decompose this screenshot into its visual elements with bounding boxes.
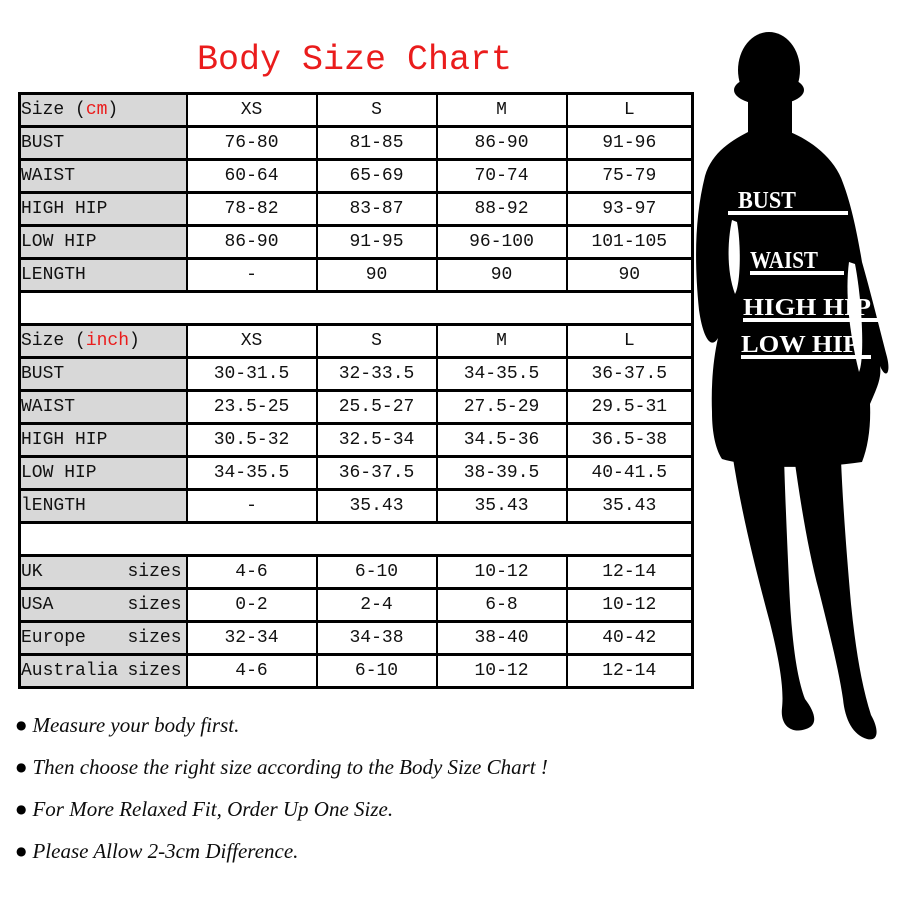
table-cell: 83-87 bbox=[317, 193, 437, 226]
size-chart-table bbox=[18, 92, 694, 689]
region-suffix: sizes bbox=[127, 595, 182, 615]
table-cell: 6-8 bbox=[437, 589, 567, 622]
table-row bbox=[20, 490, 693, 523]
table-cell: 34-35.5 bbox=[187, 457, 317, 490]
table-cell: 78-82 bbox=[187, 193, 317, 226]
table-cell: 12-14 bbox=[567, 556, 693, 589]
column-header-xs: XS bbox=[187, 325, 317, 358]
table-cell: 4-6 bbox=[187, 655, 317, 688]
note-item bbox=[16, 754, 676, 780]
note-text: Measure your body first. bbox=[32, 713, 240, 737]
table-cell: 0-2 bbox=[187, 589, 317, 622]
table-cell: 65-69 bbox=[317, 160, 437, 193]
inch-size-header-cell bbox=[20, 325, 187, 358]
table-cell: 36.5-38 bbox=[567, 424, 693, 457]
table-cell: 75-79 bbox=[567, 160, 693, 193]
table-cell: 36-37.5 bbox=[567, 358, 693, 391]
inch-header-row bbox=[20, 325, 693, 358]
table-cell: 6-10 bbox=[317, 556, 437, 589]
row-label-bust-inch: BUST bbox=[20, 358, 187, 391]
row-label-bust-cm: BUST bbox=[20, 127, 187, 160]
table-cell: 34.5-36 bbox=[437, 424, 567, 457]
table-cell: - bbox=[187, 490, 317, 523]
bullet-icon: ● bbox=[16, 802, 27, 816]
figure-label-lowhip: LOW HIP bbox=[741, 332, 859, 358]
table-cell: 88-92 bbox=[437, 193, 567, 226]
region-suffix: sizes bbox=[127, 661, 182, 681]
table-cell: 90 bbox=[567, 259, 693, 292]
cm-size-header-cell bbox=[20, 94, 187, 127]
bullet-icon: ● bbox=[16, 718, 27, 732]
row-label-length-cm: LENGTH bbox=[20, 259, 187, 292]
table-cell: 34-38 bbox=[317, 622, 437, 655]
table-cell: 6-10 bbox=[317, 655, 437, 688]
table-cell: 40-41.5 bbox=[567, 457, 693, 490]
row-label-waist-cm: WAIST bbox=[20, 160, 187, 193]
note-item bbox=[16, 712, 676, 738]
table-row bbox=[20, 358, 693, 391]
table-row bbox=[20, 622, 693, 655]
row-label-lowhip-cm: LOW HIP bbox=[20, 226, 187, 259]
table-row bbox=[20, 193, 693, 226]
row-label-highhip-inch: HIGH HIP bbox=[20, 424, 187, 457]
silhouette-shape bbox=[696, 32, 888, 739]
region-name: USA bbox=[21, 595, 54, 615]
table-cell: 86-90 bbox=[437, 127, 567, 160]
row-label-uk-sizes bbox=[20, 556, 187, 589]
table-cell: 32-34 bbox=[187, 622, 317, 655]
note-text: For More Relaxed Fit, Order Up One Size. bbox=[32, 797, 394, 821]
table-row bbox=[20, 655, 693, 688]
inch-unit-label: inch bbox=[85, 331, 130, 351]
table-cell: 40-42 bbox=[567, 622, 693, 655]
figure-label-bust: BUST bbox=[738, 188, 796, 214]
table-cell: 90 bbox=[437, 259, 567, 292]
column-header-xs: XS bbox=[187, 94, 317, 127]
table-cell: 30-31.5 bbox=[187, 358, 317, 391]
table-cell: 25.5-27 bbox=[317, 391, 437, 424]
cm-header-suffix: ) bbox=[107, 100, 119, 120]
note-text: Please Allow 2-3cm Difference. bbox=[32, 839, 299, 863]
table-cell: 35.43 bbox=[437, 490, 567, 523]
table-cell: 93-97 bbox=[567, 193, 693, 226]
table-cell: 90 bbox=[317, 259, 437, 292]
table-cell: 81-85 bbox=[317, 127, 437, 160]
note-text: Then choose the right size according to the Body Size Chart ! bbox=[32, 755, 548, 779]
table-cell: 35.43 bbox=[567, 490, 693, 523]
spacer-cell bbox=[20, 292, 693, 325]
measurement-notes bbox=[16, 712, 676, 880]
table-cell: 12-14 bbox=[567, 655, 693, 688]
table-cell: 4-6 bbox=[187, 556, 317, 589]
spacer-cell bbox=[20, 523, 693, 556]
table-row bbox=[20, 226, 693, 259]
table-cell: 10-12 bbox=[437, 655, 567, 688]
row-label-usa-sizes bbox=[20, 589, 187, 622]
table-row bbox=[20, 589, 693, 622]
body-silhouette-figure bbox=[692, 28, 900, 748]
table-cell: 10-12 bbox=[567, 589, 693, 622]
table-spacer-row bbox=[20, 523, 693, 556]
row-label-highhip-cm: HIGH HIP bbox=[20, 193, 187, 226]
region-name: Australia bbox=[21, 661, 119, 681]
cm-unit-label: cm bbox=[85, 100, 108, 120]
row-label-australia-sizes bbox=[20, 655, 187, 688]
table-cell: 86-90 bbox=[187, 226, 317, 259]
row-label-europe-sizes bbox=[20, 622, 187, 655]
table-row bbox=[20, 424, 693, 457]
inch-header-suffix: ) bbox=[129, 331, 140, 351]
table-spacer-row bbox=[20, 292, 693, 325]
table-cell: 38-40 bbox=[437, 622, 567, 655]
table-row bbox=[20, 259, 693, 292]
table-cell: 2-4 bbox=[317, 589, 437, 622]
cm-header-row bbox=[20, 94, 693, 127]
region-name: Europe bbox=[21, 628, 86, 648]
column-header-l: L bbox=[567, 325, 693, 358]
table-cell: 10-12 bbox=[437, 556, 567, 589]
column-header-l: L bbox=[567, 94, 693, 127]
table-row bbox=[20, 160, 693, 193]
table-row bbox=[20, 457, 693, 490]
figure-label-waist: WAIST bbox=[750, 248, 818, 274]
page-title: Body Size Chart bbox=[196, 40, 513, 80]
table-cell: 60-64 bbox=[187, 160, 317, 193]
table-cell: 101-105 bbox=[567, 226, 693, 259]
table-cell: 27.5-29 bbox=[437, 391, 567, 424]
row-label-length-inch: lENGTH bbox=[20, 490, 187, 523]
column-header-s: S bbox=[317, 325, 437, 358]
note-item bbox=[16, 838, 676, 864]
region-name: UK bbox=[21, 562, 43, 582]
table-cell: 32-33.5 bbox=[317, 358, 437, 391]
table-cell: 76-80 bbox=[187, 127, 317, 160]
inch-header-prefix: Size ( bbox=[21, 331, 86, 351]
bullet-icon: ● bbox=[16, 844, 27, 858]
table-cell: 29.5-31 bbox=[567, 391, 693, 424]
table-cell: 96-100 bbox=[437, 226, 567, 259]
row-label-lowhip-inch: LOW HIP bbox=[20, 457, 187, 490]
table-row bbox=[20, 127, 693, 160]
table-cell: - bbox=[187, 259, 317, 292]
note-item bbox=[16, 796, 676, 822]
row-label-waist-inch: WAIST bbox=[20, 391, 187, 424]
table-cell: 91-95 bbox=[317, 226, 437, 259]
table-cell: 91-96 bbox=[567, 127, 693, 160]
table-cell: 30.5-32 bbox=[187, 424, 317, 457]
column-header-m: M bbox=[437, 94, 567, 127]
table-cell: 32.5-34 bbox=[317, 424, 437, 457]
region-suffix: sizes bbox=[127, 562, 182, 582]
column-header-s: S bbox=[317, 94, 437, 127]
cm-header-prefix: Size ( bbox=[21, 100, 86, 120]
column-header-m: M bbox=[437, 325, 567, 358]
table-cell: 70-74 bbox=[437, 160, 567, 193]
table-cell: 35.43 bbox=[317, 490, 437, 523]
table-row bbox=[20, 391, 693, 424]
table-cell: 36-37.5 bbox=[317, 457, 437, 490]
table-cell: 38-39.5 bbox=[437, 457, 567, 490]
bullet-icon: ● bbox=[16, 760, 27, 774]
figure-label-highhip: HIGH HIP bbox=[743, 295, 871, 321]
region-suffix: sizes bbox=[127, 628, 182, 648]
table-cell: 23.5-25 bbox=[187, 391, 317, 424]
table-cell: 34-35.5 bbox=[437, 358, 567, 391]
table-row bbox=[20, 556, 693, 589]
